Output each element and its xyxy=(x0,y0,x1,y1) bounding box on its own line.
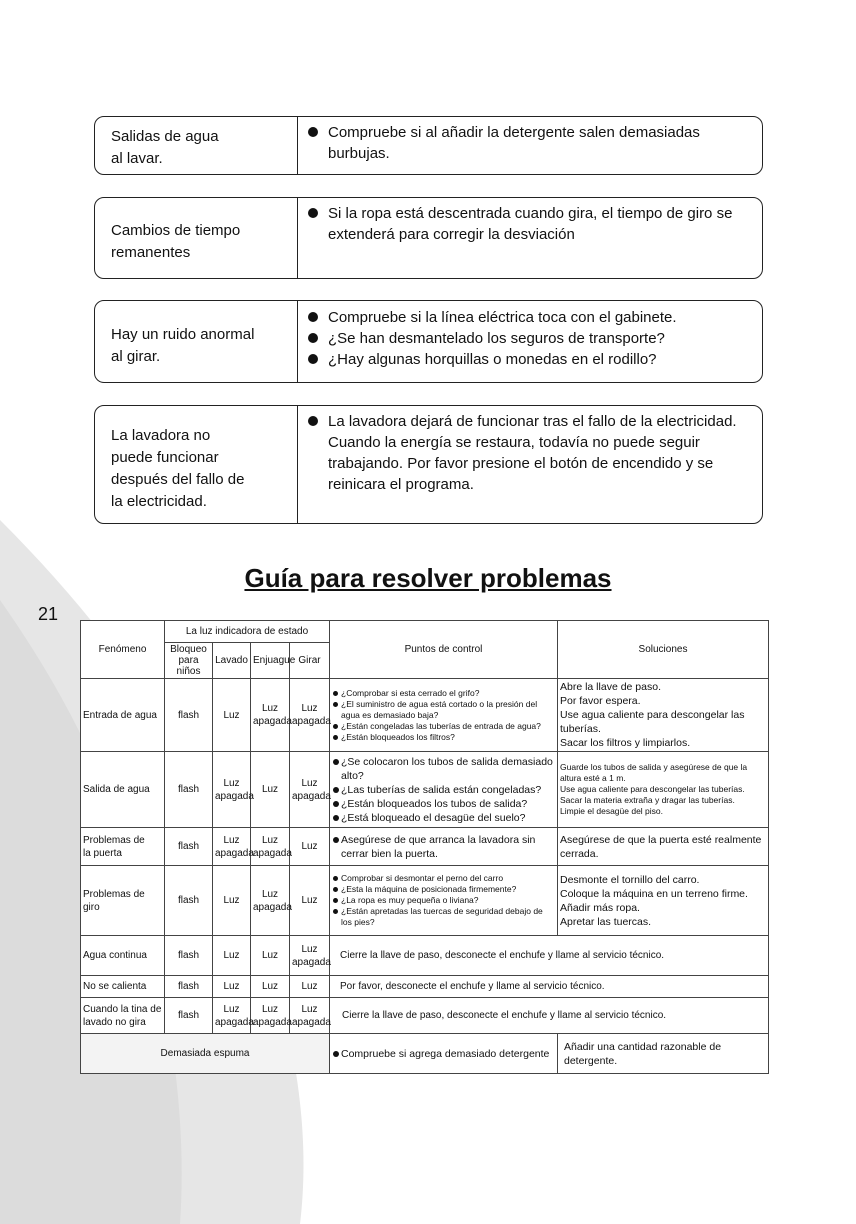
solution-item: Sacar los filtros y limpiarlos. xyxy=(560,737,691,749)
light-cell: Luz xyxy=(290,866,330,936)
solution-item: Use agua caliente para descongelar las tuberías. xyxy=(560,784,745,794)
action-cell: Cierre la llave de paso, desconecte el enchufe y llame al servicio técnico. xyxy=(330,936,769,976)
table-row xyxy=(81,866,769,936)
header-light-rinse: Enjuague xyxy=(251,643,290,679)
solutions-cell xyxy=(558,828,769,866)
light-cell: Luz xyxy=(213,976,251,998)
light-cell: flash xyxy=(165,998,213,1034)
checkpoint-item: ¿La ropa es muy pequeña o liviana? xyxy=(332,895,555,906)
issue-box-2 xyxy=(94,197,763,279)
light-cell: Luz apagada xyxy=(251,866,290,936)
light-cell: Luz apagada xyxy=(290,936,330,976)
troubleshooting-table xyxy=(80,620,769,1074)
light-cell: Luz xyxy=(251,936,290,976)
solution-item: Guarde los tubos de salida y asegúrese de que la altura esté a 1 m. xyxy=(560,762,748,783)
light-cell: flash xyxy=(165,936,213,976)
light-cell: Luz xyxy=(213,936,251,976)
table-row xyxy=(81,752,769,828)
solutions-cell xyxy=(558,752,769,828)
table-row xyxy=(81,1034,769,1074)
header-light-spin: Girar xyxy=(290,643,330,679)
light-cell: Luz xyxy=(213,866,251,936)
header-light-lock: Bloqueo para niños xyxy=(165,643,213,679)
light-cell: flash xyxy=(165,866,213,936)
table-row xyxy=(81,936,769,976)
check-item: La lavadora dejará de funcionar tras el fallo de la electricidad. Cuando la energía se restaura, todavía no puede seguir trabajando. Por favor presione el botón de encendido y se reinicara el programa. xyxy=(308,411,752,495)
solution-item: Por favor espera. xyxy=(560,695,641,707)
light-cell: Luz apagada xyxy=(213,828,251,866)
issue-box-1 xyxy=(94,116,763,175)
light-cell: Luz apagada xyxy=(213,998,251,1034)
phenomenon-cell: No se calienta xyxy=(81,976,165,998)
checkpoints-cell xyxy=(330,1034,558,1074)
checkpoint-item: ¿Están bloqueados los tubos de salida? xyxy=(332,797,555,811)
light-cell: flash xyxy=(165,752,213,828)
table-row xyxy=(81,679,769,752)
light-cell: Luz apagada xyxy=(251,828,290,866)
solution-item: Sacar la materia extraña y dragar las tuberías. xyxy=(560,795,735,805)
check-item: ¿Hay algunas horquillas o monedas en el rodillo? xyxy=(308,349,752,370)
header-phenomenon: Fenómeno xyxy=(81,621,165,679)
checkpoint-item: Asegúrese de que arranca la lavadora sin cerrar bien la puerta. xyxy=(332,833,555,861)
checkpoint-item: ¿Están apretadas las tuercas de seguridad debajo de los pies? xyxy=(332,906,555,928)
table-row xyxy=(81,828,769,866)
light-cell: Luz xyxy=(290,976,330,998)
issue-cell xyxy=(95,406,298,523)
solution-item: Use agua caliente para descongelar las tuberías. xyxy=(560,709,745,735)
checkpoint-item: ¿Comprobar si esta cerrado el grifo? xyxy=(332,688,555,699)
check-cell xyxy=(298,117,762,174)
phenomenon-cell: Problemas de la puerta xyxy=(81,828,165,866)
solution-item: Apretar las tuercas. xyxy=(560,915,652,928)
phenomenon-cell: Agua continua xyxy=(81,936,165,976)
solutions-cell xyxy=(558,866,769,936)
issue-cell xyxy=(95,198,298,278)
checkpoint-item: ¿El suministro de agua está cortado o la presión del agua es demasiado baja? xyxy=(332,699,555,721)
check-item: Si la ropa está descentrada cuando gira, el tiempo de giro se extenderá para corregir la desviación xyxy=(308,203,752,245)
checkpoint-item: ¿Están bloqueados los filtros? xyxy=(332,732,555,743)
issue-text: Cambios de tiempo remanentes xyxy=(111,222,241,261)
checkpoint-item: Comprobar si desmontar el perno del carro xyxy=(332,873,555,884)
page-number: 21 xyxy=(38,604,59,624)
light-cell: Luz xyxy=(251,752,290,828)
check-item: ¿Se han desmantelado los seguros de transporte? xyxy=(308,328,752,349)
header-status-light: La luz indicadora de estado xyxy=(165,621,330,643)
light-cell: Luz xyxy=(251,976,290,998)
checkpoint-item: ¿Están congeladas las tuberías de entrada de agua? xyxy=(332,721,555,732)
issue-cell xyxy=(95,117,298,174)
light-cell: Luz apagada xyxy=(290,752,330,828)
checkpoints-cell xyxy=(330,679,558,752)
check-item: Compruebe si al añadir la detergente salen demasiadas burbujas. xyxy=(308,122,752,164)
check-cell xyxy=(298,406,762,523)
issue-box-3 xyxy=(94,300,763,383)
phenomenon-cell: Entrada de agua xyxy=(81,679,165,752)
light-cell: flash xyxy=(165,828,213,866)
phenomenon-cell: Cuando la tina de lavado no gira xyxy=(81,998,165,1034)
header-light-wash: Lavado xyxy=(213,643,251,679)
solution-item: Abre la llave de paso. xyxy=(560,681,661,693)
checkpoints-cell xyxy=(330,828,558,866)
table-row xyxy=(81,976,769,998)
check-cell xyxy=(298,301,762,382)
solution-item: Limpie el desagüe del piso. xyxy=(560,806,664,816)
header-checkpoints: Puntos de control xyxy=(330,621,558,679)
light-cell: Luz apagada xyxy=(290,998,330,1034)
header-solutions: Soluciones xyxy=(558,621,769,679)
light-cell: flash xyxy=(165,976,213,998)
issue-box-4 xyxy=(94,405,763,524)
issue-text: La lavadora no puede funcionar después del fallo de la electricidad. xyxy=(111,426,245,510)
light-cell: Luz apagada xyxy=(251,998,290,1034)
solution-item: Asegúrese de que la puerta esté realmente cerrada. xyxy=(560,833,762,860)
issue-text: Hay un ruido anormal al girar. xyxy=(111,325,255,365)
checkpoint-item: ¿Se colocaron los tubos de salida demasiado alto? xyxy=(332,755,555,783)
issue-text: Salidas de agua al lavar. xyxy=(111,128,219,167)
checkpoints-cell xyxy=(330,752,558,828)
light-cell: Luz xyxy=(290,828,330,866)
phenomenon-cell: Problemas de giro xyxy=(81,866,165,936)
light-cell: Luz apagada xyxy=(251,679,290,752)
issue-cell xyxy=(95,301,298,382)
solution-item: Añadir más ropa. xyxy=(560,901,640,914)
checkpoint-item: ¿Está bloqueado el desagüe del suelo? xyxy=(332,811,555,825)
checkpoint-item: ¿Esta la máquina de posicionada firmemente? xyxy=(332,884,555,895)
light-cell: Luz xyxy=(213,679,251,752)
phenomenon-cell: Salida de agua xyxy=(81,752,165,828)
light-cell: Luz apagada xyxy=(213,752,251,828)
solution-item: Coloque la máquina en un terreno firme. xyxy=(560,887,748,900)
action-cell: Por favor, desconecte el enchufe y llame al servicio técnico. xyxy=(330,976,769,998)
check-item: Compruebe si la línea eléctrica toca con el gabinete. xyxy=(308,307,752,328)
table-row xyxy=(81,998,769,1034)
solution-item: Desmonte el tornillo del carro. xyxy=(560,873,700,886)
solutions-cell: Añadir una cantidad razonable de detergente. xyxy=(558,1034,769,1074)
section-title: Guía para resolver problemas xyxy=(244,563,612,593)
solutions-cell xyxy=(558,679,769,752)
phenomenon-cell: Demasiada espuma xyxy=(81,1034,330,1074)
checkpoints-cell xyxy=(330,866,558,936)
light-cell: flash xyxy=(165,679,213,752)
check-cell xyxy=(298,198,762,278)
checkpoint-item: ¿Las tuberías de salida están congeladas? xyxy=(332,783,555,797)
light-cell: Luz apagada xyxy=(290,679,330,752)
action-cell: Cierre la llave de paso, desconecte el enchufe y llame al servicio técnico. xyxy=(330,998,769,1034)
checkpoint-item: Compruebe si agrega demasiado detergente xyxy=(332,1047,555,1061)
